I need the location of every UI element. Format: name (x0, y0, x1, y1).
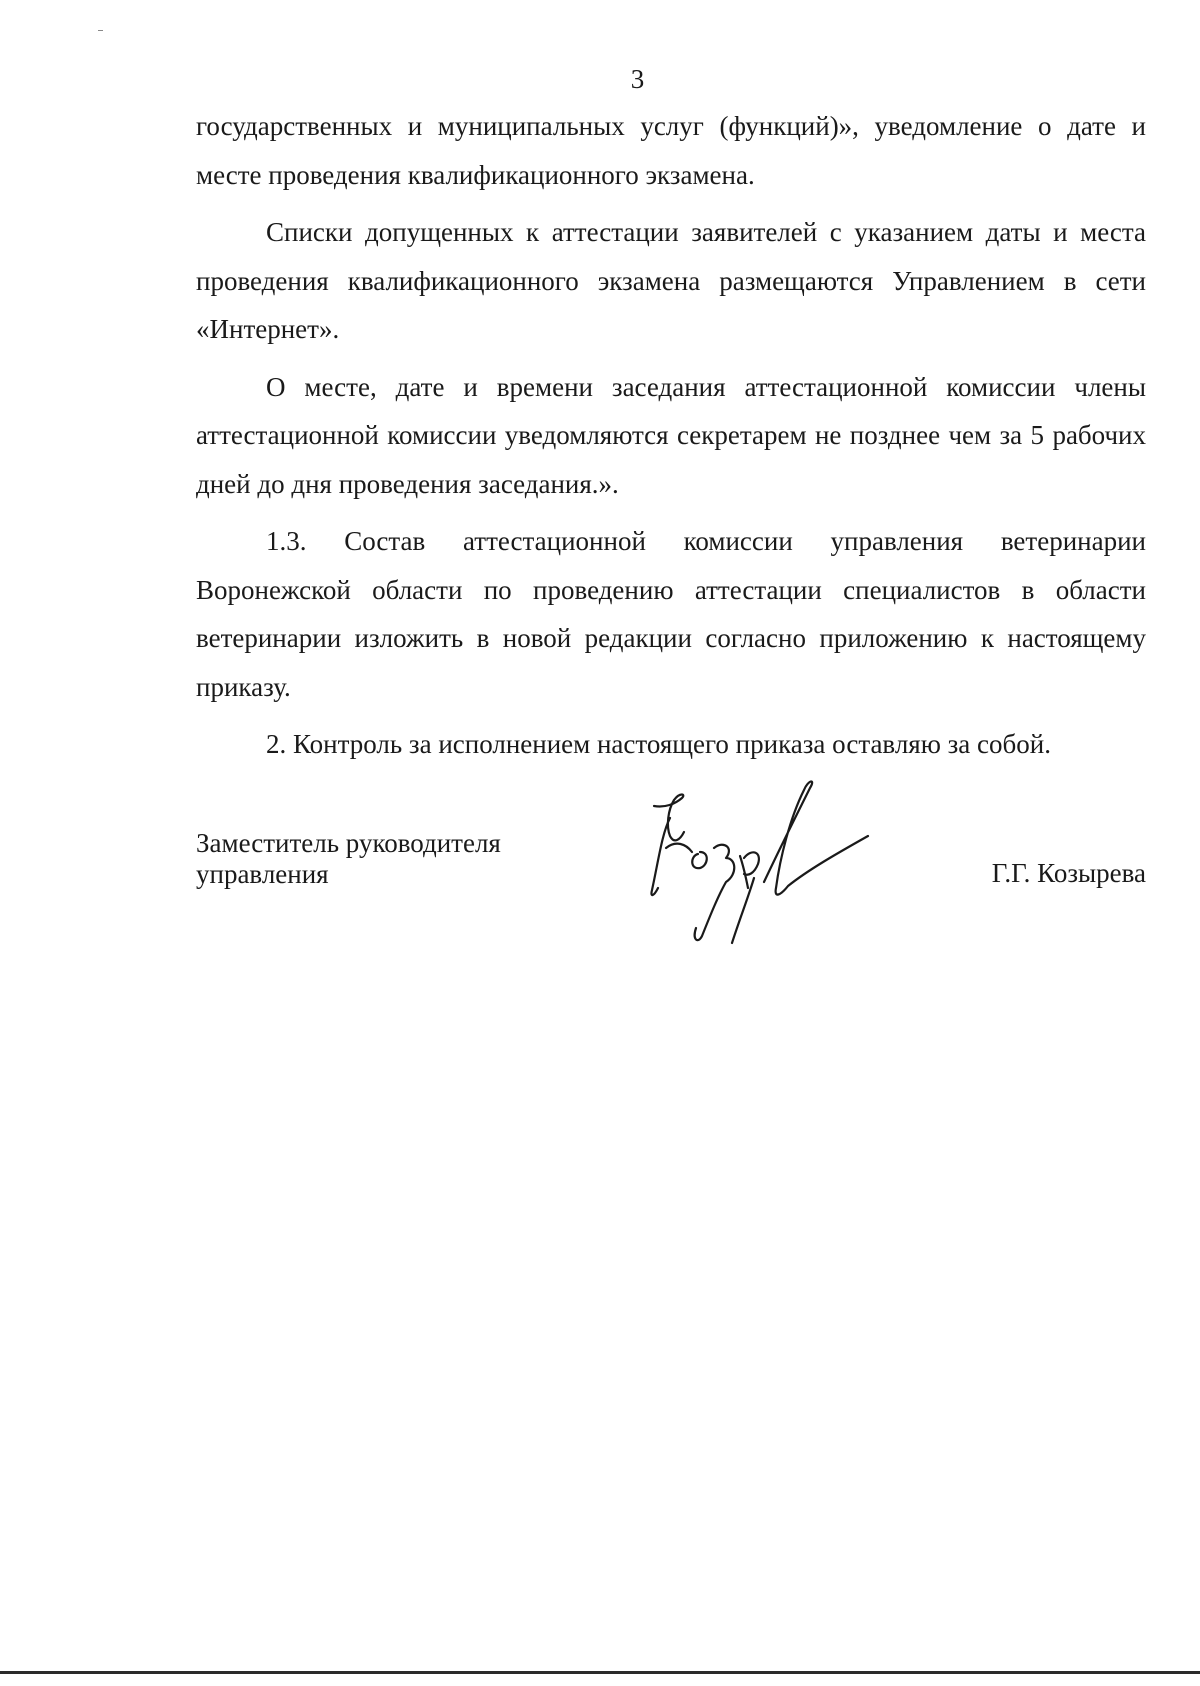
paragraph-commission-composition: 1.3. Состав аттестационной комиссии управления ветеринарии Воронежской области по проведению аттестации специалистов в области ветеринарии изложить в новой редакции согласно приложению к настоящему приказу. (196, 526, 1146, 702)
document-body (196, 102, 1146, 769)
handwritten-signature (640, 778, 880, 954)
signatory-title (196, 828, 596, 890)
signatory-name: Г.Г. Козырева (991, 858, 1146, 888)
scan-bottom-edge (0, 1671, 1200, 1674)
paragraph-continuation-line1: государственных и муниципальных услуг (функций)», уведомление о дате и (196, 111, 1146, 141)
page-number: 3 (630, 64, 645, 94)
signatory-title-line2: управления (196, 859, 329, 889)
paragraph-control: 2. Контроль за исполнением настоящего приказа оставляю за собой. (266, 729, 1051, 759)
paragraph-candidate-lists: Списки допущенных к аттестации заявителей с указанием даты и места проведения квалификационного экзамена размещаются Управлением в сети «Интернет». (196, 217, 1146, 344)
paragraph-continuation-line2: месте проведения квалификационного экзамена. (196, 159, 755, 190)
paragraph-meeting-notice: О месте, дате и времени заседания аттестационной комиссии члены аттестационной комиссии уведомляются секретарем не позднее чем за 5 рабочих дней до дня проведения заседания.». (196, 371, 1146, 499)
scan-artifact (98, 30, 103, 31)
signatory-title-line1: Заместитель руководителя (196, 828, 501, 858)
